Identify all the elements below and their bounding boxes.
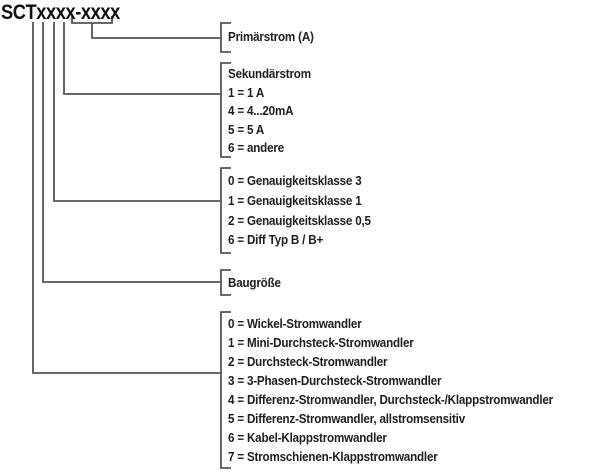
label-primary-current: Primärstrom (A) (228, 30, 314, 44)
type-option: 2 = Durchsteck-Stromwandler (228, 355, 388, 369)
label-size: Baugröße (228, 276, 281, 290)
connector-size (43, 22, 221, 282)
accuracy-option: 0 = Genauigkeitsklasse 3 (228, 174, 362, 188)
connector-primary (92, 23, 221, 38)
accuracy-option: 6 = Diff Typ B / B+ (228, 233, 324, 247)
secondary-option: 1 = 1 A (228, 86, 265, 100)
type-option: 1 = Mini-Durchsteck-Stromwandler (228, 336, 414, 350)
type-option: 7 = Stromschienen-Klappstromwandler (228, 450, 438, 464)
label-secondary-current: Sekundärstrom (228, 67, 311, 81)
type-option: 5 = Differenz-Stromwandler, allstromsensitiv (228, 412, 465, 426)
type-option: 4 = Differenz-Stromwandler, Durchsteck-/Klappstromwandler (228, 393, 553, 407)
secondary-option: 4 = 4...20mA (228, 104, 294, 118)
accuracy-option: 1 = Genauigkeitsklasse 1 (228, 194, 362, 208)
accuracy-option: 2 = Genauigkeitsklasse 0,5 (228, 214, 371, 228)
type-option: 0 = Wickel-Stromwandler (228, 317, 362, 331)
connector-accuracy (54, 22, 221, 201)
type-option: 6 = Kabel-Klappstromwandler (228, 431, 387, 445)
type-option: 3 = 3-Phasen-Durchsteck-Stromwandler (228, 374, 442, 388)
secondary-option: 6 = andere (228, 141, 284, 155)
product-code: SCTxxxx-xxxx (1, 0, 120, 24)
connector-type (33, 22, 221, 373)
secondary-option: 5 = 5 A (228, 123, 265, 137)
connector-secondary (64, 22, 221, 94)
